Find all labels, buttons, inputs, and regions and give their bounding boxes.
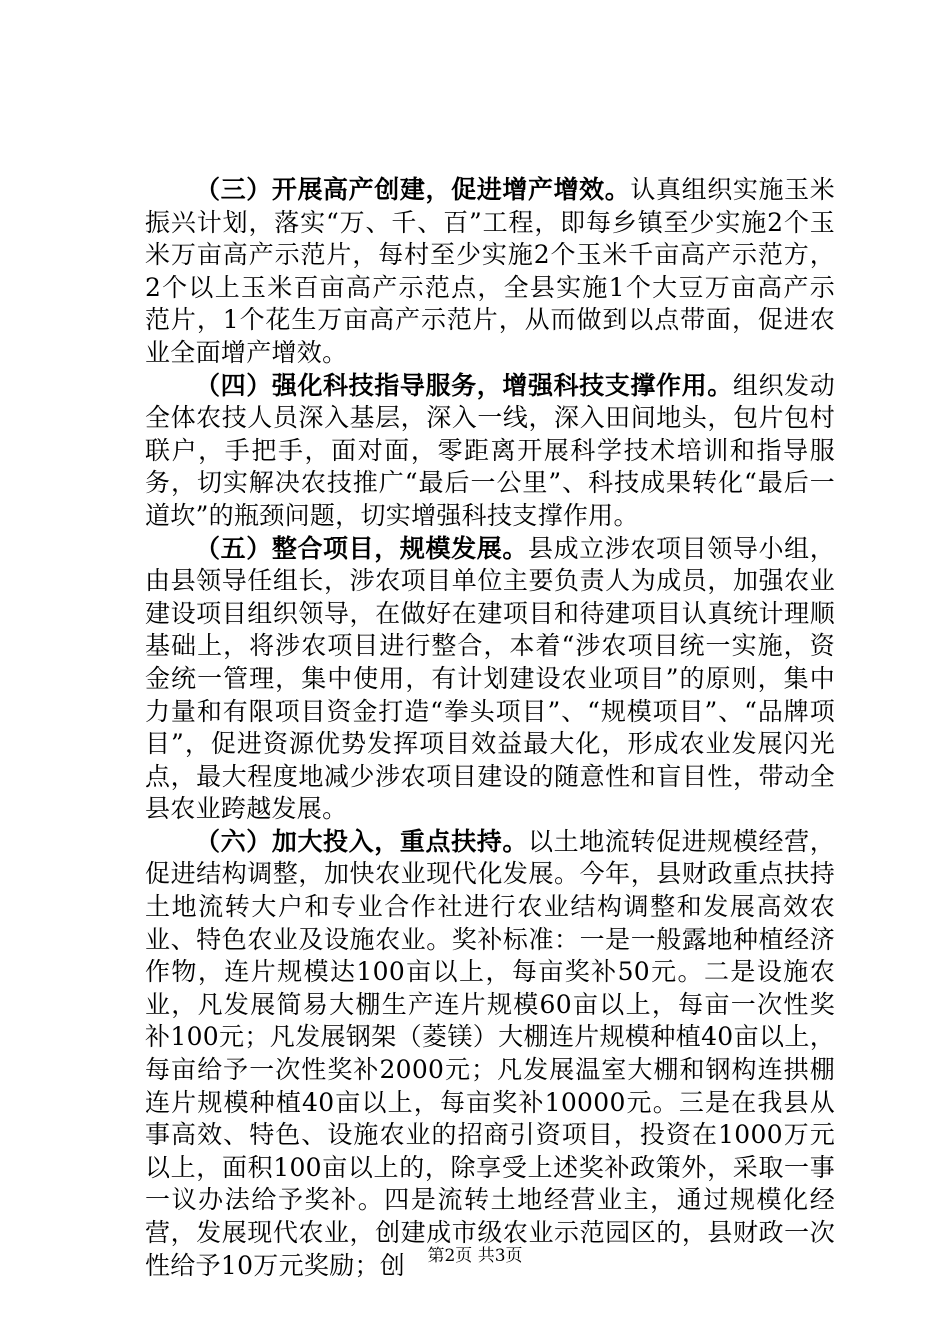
document-body <box>145 174 835 1282</box>
paragraph-heading: （六）加大投入，重点扶持。 <box>195 826 528 856</box>
paragraph-text: 认真组织实施玉米振兴计划，落实“万、千、百”工程，即每乡镇至少实施2个玉米万亩高产示范片，每村至少实施2个玉米千亩高产示范方，2个以上玉米百亩高产示范点，全县实施1个大豆万亩高产示范片，1个花生万亩高产示范片，从而做到以点带面，促进农业全面增产增效。 <box>145 175 835 367</box>
paragraph-4 <box>145 826 835 1282</box>
paragraph-1 <box>145 174 835 370</box>
paragraph-heading: （三）开展高产创建，促进增产增效。 <box>195 175 631 204</box>
paragraph-3 <box>145 533 835 826</box>
paragraph-heading: （五）整合项目，规模发展。 <box>195 533 528 563</box>
paragraph-heading: （四）强化科技指导服务，增强科技支撑作用。 <box>195 370 733 400</box>
paragraph-text: 组织发动全体农技人员深入基层，深入一线，深入田间地头，包片包村联户，手把手，面对面，零距离开展科学技术培训和指导服务，切实解决农技推广“最后一公里”、科技成果转化“最后一道坎”的瓶颈问题，切实增强科技支撑作用。 <box>145 370 835 530</box>
page-number-label: 第2页 共3页 <box>427 1246 523 1266</box>
paragraph-2 <box>145 370 835 533</box>
page-footer <box>0 1245 950 1267</box>
paragraph-text: 县成立涉农项目领导小组，由县领导任组长，涉农项目单位主要负责人为成员，加强农业建设项目组织领导，在做好在建项目和待建项目认真统计理顺基础上，将涉农项目进行整合，本着“涉农项目统一实施，资金统一管理，集中使用，有计划建设农业项目”的原则，集中力量和有限项目资金打造“拳头项目”、“规模项目”、“品牌项目”，促进资源优势发挥项目效益最大化，形成农业发展闪光点，最大程度地减少涉农项目建设的随意性和盲目性，带动全县农业跨越发展。 <box>145 533 836 824</box>
paragraph-text: 以土地流转促进规模经营，促进结构调整，加快农业现代化发展。今年，县财政重点扶持土地流转大户和专业合作社进行农业结构调整和发展高效农业、特色农业及设施农业。奖补标准：一是一般露地种植经济作物，连片规模达100亩以上，每亩奖补50元。二是设施农业，凡发展简易大棚生产连片规模60亩以上，每亩一次性奖补100元；凡发展钢架（菱镁）大棚连片规模种植40亩以上，每亩给予一次性奖补2000元；凡发展温室大棚和钢构连拱棚连片规模种植40亩以上，每亩奖补10000元。三是在我县从事高效、特色、设施农业的招商引资项目，投资在1000万元以上，面积100亩以上的，除享受上述奖补政策外，采取一事一议办法给予奖补。四是流转土地经营业主，通过规模化经营，发展现代农业，创建成市级农业示范园区的，县财政一次性给予10万元奖励；创 <box>145 826 836 1280</box>
